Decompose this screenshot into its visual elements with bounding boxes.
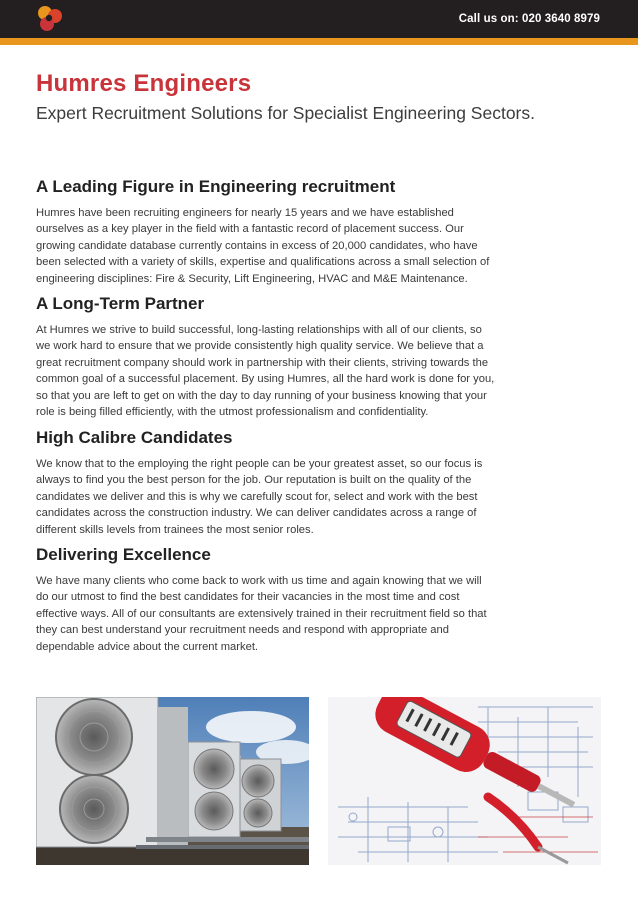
section-heading: A Long-Term Partner	[36, 294, 205, 313]
section-heading: A Leading Figure in Engineering recruitment	[36, 177, 396, 196]
section-heading: High Calibre Candidates	[36, 428, 233, 447]
section-heading: Delivering Excellence	[36, 545, 211, 564]
photo-voltage-tester	[328, 697, 601, 865]
page-title: Humres Engineers	[36, 70, 252, 97]
phone-number[interactable]: Call us on: 020 3640 8979	[458, 13, 600, 25]
top-bar	[0, 0, 638, 38]
section-body: We know that to the employing the right people can be your greatest asset, so our focus is always to find you the best person for the job. Our reputation is built on the quality of the candidates we deliver and this is why we carefully scout for, select and work with the best candidates across the construction industry. We can deliver candidates across a range of different skills levels from trainees the most senior roles.	[36, 458, 483, 536]
voltage-tester-image	[328, 697, 601, 865]
orange-divider	[0, 38, 638, 45]
section-long-term-partner	[36, 294, 496, 420]
photo-air-conditioning-units	[36, 697, 309, 865]
section-leading-figure	[36, 177, 496, 287]
ac-units-image	[36, 697, 309, 865]
humres-logo-icon[interactable]	[33, 4, 67, 34]
section-body: At Humres we strive to build successful, long-lasting relationships with all of our clients, so we work hard to ensure that we provide consistently high quality service. We believe that a great recruitment company should work in partnership with their clients, striving towards the common goal of a successful placement. By using Humres, all the hard work is done for you, so that you are left to get on with the day to day running of your business knowing that your role is being filled efficiently, with the utmost professionalism and confidentiality.	[36, 324, 495, 419]
section-high-calibre	[36, 428, 496, 538]
section-body: Humres have been recruiting engineers for nearly 15 years and we have established ourselves as a key player in the field with a fantastic record of placement success. Our growing candidate database currently contains in excess of 20,000 candidates, who have been selected with a variety of skills, expertise and qualifications across a small selection of engineering disciplines: Fire & Security, Lift Engineering, HVAC and M&E Maintenance.	[36, 207, 490, 285]
section-delivering-excellence	[36, 545, 496, 655]
section-body: We have many clients who come back to work with us time and again knowing that we will do our utmost to find the best candidates for their vacancies in the most time and cost effective ways. All of our consultants are extensively trained in their recruitment field so that they can best understand your recruitment needs and respond with appropriate and dependable advice about the current market.	[36, 575, 487, 653]
page-subtitle: Expert Recruitment Solutions for Specialist Engineering Sectors.	[36, 103, 535, 123]
